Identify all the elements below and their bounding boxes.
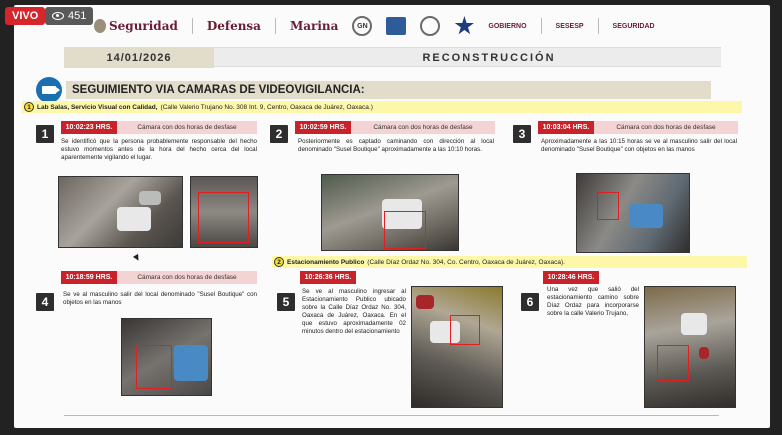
camera-image [644,286,736,408]
highlight-box [657,345,689,381]
eye-icon [52,12,64,20]
logo-sesesp: SESESP [555,22,584,30]
divider [275,18,276,34]
footer-divider [64,415,719,416]
event-number: 4 [36,293,54,311]
camera-image [58,176,183,248]
divider [192,18,193,34]
event-time-row [295,121,495,134]
camera-image [121,318,212,396]
highlight-box [597,192,619,220]
star-emblem-icon [454,16,474,36]
location-address: (Calle Valerio Trujano No. 308 Int. 9, Centro, Oaxaca de Juárez, Oaxaca.) [160,103,373,111]
event-time-row [543,271,599,284]
logo-defensa: Defensa [206,19,261,33]
location-number: 2 [274,257,284,267]
event-time: 10:18:59 HRS. [61,271,117,284]
event-time-row [538,121,738,134]
divider [598,18,599,34]
live-badge: VIVO [5,7,45,25]
event-description: Una vez que salió del estacionamiento camino sobre Díaz Ordaz para incorporarse sobre la calle Valerio Trujano, [547,286,639,318]
event-number: 2 [270,125,288,143]
camera-image [576,173,690,253]
event-number: 5 [277,293,295,311]
event-time-row [61,271,257,284]
location-address: (Calle Díaz Ordaz No. 304, Co. Centro, Oaxaca de Juárez, Oaxaca). [367,258,565,266]
presentation-slide [14,5,770,428]
highlight-box [136,345,172,389]
highlight-box [450,315,480,345]
location-2 [272,256,747,268]
event-number: 1 [36,125,54,143]
viewer-counter [45,7,93,25]
header-logos [94,15,694,37]
location-1 [22,101,742,113]
location-name: Lab Salas, Servicio Visual con Calidad, [37,103,158,111]
date-bar [64,47,721,67]
event-note: Cámara con dos horas de desfase [117,121,257,134]
location-number: 1 [24,102,34,112]
highlight-box [384,211,426,249]
event-description: Aproximadamente a las 10:15 horas se ve al masculino salir del local denominado "Susel Boutique" con objetos en las manos [541,138,737,154]
camera-image [321,174,459,251]
emblem-icon [94,19,106,33]
location-name: Estacionamiento Publico [287,258,365,266]
logo-marina: Marina [289,19,339,33]
event-time: 10:26:36 HRS. [300,271,356,284]
event-description: Se ve al masculino salir del local denominado "Susel Boutique" con objetos en las manos [63,291,257,307]
highlight-box [198,192,249,243]
event-note: Cámara con dos horas de desfase [594,121,738,134]
logo-institution-1 [386,17,406,35]
cctv-camera-icon [36,77,62,103]
logo-gn: GN [352,16,372,36]
event-time: 10:03:04 HRS. [538,121,594,134]
section-title: SEGUIMIENTO VIA CAMARAS DE VIDEOVIGILANCIA: [66,81,711,99]
divider [541,18,542,34]
logo-gobierno: GOBIERNO [488,22,527,30]
camera-image-zoom [190,176,258,248]
event-time-row [300,271,356,284]
event-note: Cámara con dos horas de desfase [117,271,257,284]
event-description: Posteriormente es captado caminando con dirección al local denominado "Susel Boutique" aproximadamente a las 10:10 horas. [298,138,494,154]
event-time: 10:02:23 HRS. [61,121,117,134]
event-time: 10:02:59 HRS. [295,121,351,134]
event-note: Cámara con dos horas de desfase [351,121,495,134]
slide-title: RECONSTRUCCIÓN [422,52,556,64]
event-number: 3 [513,125,531,143]
event-time-row [61,121,257,134]
event-description: Se ve al masculino ingresar al Estacionamiento Publico ubicado sobre la Calle Díaz Ordaz No. 304, Oaxaca de Juárez, Oaxaca. En el que estuvo aproximadamente 02 minutos dentro del estacionamiento [302,288,406,336]
logo-seguridad: Seguridad [94,19,178,34]
slide-date: 14/01/2026 [64,48,214,68]
event-time: 10:28:46 HRS. [543,271,599,284]
viewer-count: 451 [68,10,87,22]
camera-image [411,286,503,408]
logo-institution-2 [420,16,440,36]
event-number: 6 [521,293,539,311]
event-description: Se identificó que la persona probablemente responsable del hecho estuvo momentos antes de la hora del hecho cerca del local aparentemente vigilando el lugar. [61,138,257,162]
logo-seguridad-oaxaca: SEGURIDAD [612,22,655,30]
